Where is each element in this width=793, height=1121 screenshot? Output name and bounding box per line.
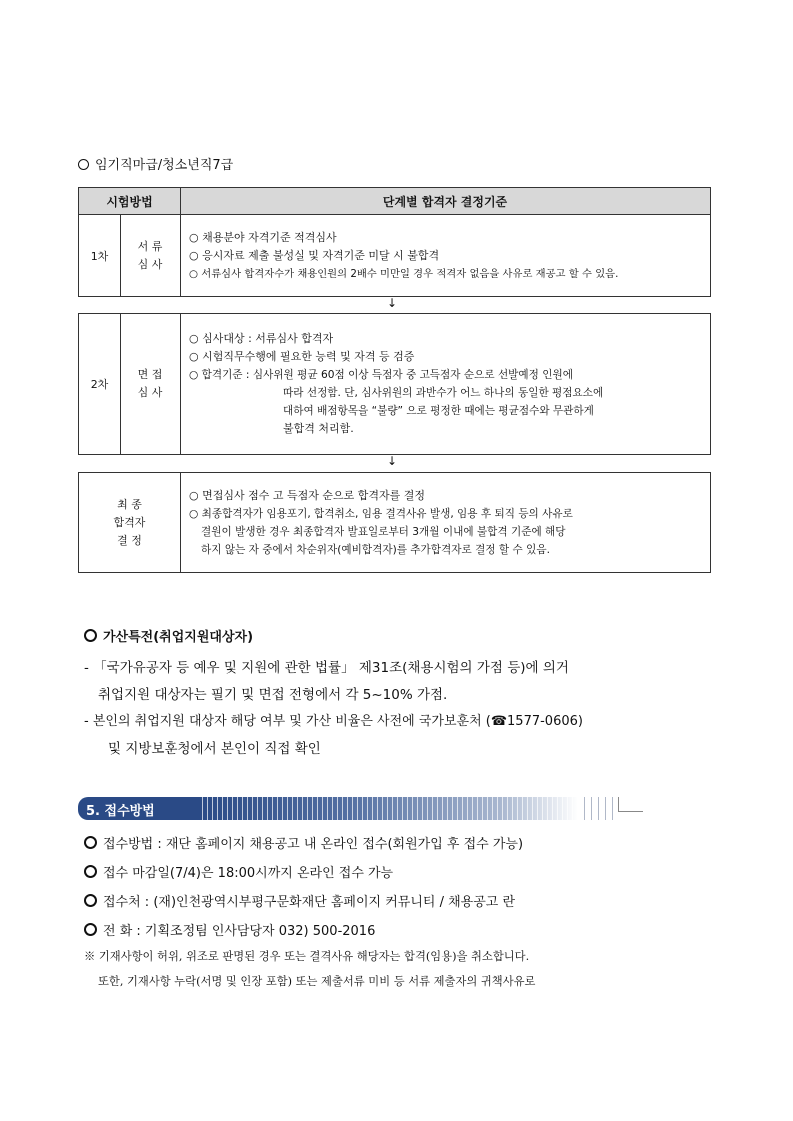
bonus-title bbox=[84, 626, 253, 645]
criteria-line: 따라 선정함. 단, 심사위원의 과반수가 어느 하나의 동일한 평점요소에 bbox=[283, 387, 604, 399]
criteria-line: 결원이 발생한 경우 최종합격자 발표일로부터 3개월 이내에 불합격 기준에 해당 bbox=[201, 525, 566, 538]
circle-bullet-icon bbox=[84, 629, 97, 642]
criteria-line: ○ 응시자료 제출 불성실 및 자격기준 미달 시 불합격 bbox=[189, 248, 440, 262]
criteria-line: ○ 최종합격자가 임용포기, 합격취소, 임용 결격사유 발생, 임용 후 퇴직 등의 사유로 bbox=[189, 507, 573, 520]
criteria-line: ○ 합격기준 : 심사위원 평균 60점 이상 득점자 중 고득점자 순으로 선발예정 인원에 bbox=[189, 369, 573, 381]
stage-name-line: 서 류 bbox=[137, 239, 163, 253]
bonus-line: - 「국가유공자 등 예우 및 지원에 관한 법률」 제31조(채용시험의 가점 등)에 의거 bbox=[84, 660, 569, 676]
stage-name bbox=[120, 314, 181, 454]
table-header bbox=[78, 187, 711, 215]
circle-bullet-icon bbox=[84, 894, 97, 907]
table-row-final bbox=[78, 472, 711, 573]
band-corner bbox=[618, 797, 643, 812]
section-heading-text: 임기직마급/청소년직7급 bbox=[95, 158, 234, 173]
stage-name bbox=[120, 215, 181, 296]
criteria-line: ○ 서류심사 합격자수가 채용인원의 2배수 미만일 경우 적격자 없음을 사유로 재공고 할 수 있음. bbox=[189, 267, 619, 280]
receipt-item bbox=[84, 833, 523, 852]
receipt-item-text: 전 화 : 기획조정팀 인사담당자 032) 500-2016 bbox=[103, 924, 376, 939]
table-row-stage2 bbox=[78, 313, 711, 455]
stage-name-line: 심 사 bbox=[137, 257, 163, 271]
circle-bullet-icon bbox=[84, 865, 97, 878]
receipt-item bbox=[84, 891, 515, 910]
section-label: 5. 접수방법 bbox=[86, 804, 155, 819]
receipt-item bbox=[84, 862, 393, 881]
section-heading bbox=[78, 154, 233, 173]
header-method: 시험방법 bbox=[79, 188, 181, 214]
criteria-line: 대하여 배점항목을 “불량” 으로 평정한 때에는 평균점수와 무관하게 bbox=[283, 405, 594, 417]
bonus-line: 취업지원 대상자는 필기 및 면접 전형에서 각 5~10% 가점. bbox=[98, 687, 448, 703]
receipt-item-text: 접수처 : (재)인천광역시부평구문화재단 홈페이지 커뮤니티 / 채용공고 란 bbox=[103, 895, 516, 910]
stage-name-line: 합격자 bbox=[113, 515, 146, 529]
stage-label: 1차 bbox=[79, 215, 121, 296]
stage-name bbox=[79, 473, 181, 572]
receipt-note-line: ※ 기재사항이 허위, 위조로 판명된 경우 또는 결격사유 해당자는 합격(임용)을 취소합니다. bbox=[84, 950, 530, 963]
stage-name-line: 심 사 bbox=[137, 386, 163, 399]
bonus-title-text: 가산특전(취업지원대상자) bbox=[103, 630, 254, 645]
criteria-line: 불합격 처리함. bbox=[283, 422, 354, 435]
down-arrow-icon: ↓ bbox=[387, 296, 398, 310]
criteria-line: ○ 심사대상 : 서류심사 합격자 bbox=[189, 332, 334, 345]
receipt-item bbox=[84, 920, 375, 939]
receipt-item-text: 접수 마감일(7/4)은 18:00시까지 온라인 접수 가능 bbox=[103, 866, 394, 881]
circle-bullet-icon bbox=[84, 836, 97, 849]
receipt-item-text: 접수방법 : 재단 홈페이지 채용공고 내 온라인 접수(회원가입 후 접수 가능) bbox=[103, 837, 524, 852]
receipt-note-line: 또한, 기재사항 누락(서명 및 인장 포함) 또는 제출서류 미비 등 서류 제출자의 귀책사유로 bbox=[98, 975, 536, 988]
section-band bbox=[78, 797, 643, 820]
bonus-line: - 본인의 취업지원 대상자 해당 여부 및 가산 비율은 사전에 국가보훈처 (☎1577-0606) bbox=[84, 714, 583, 729]
stage-label: 2차 bbox=[79, 314, 121, 454]
bonus-line: 및 지방보훈청에서 본인이 직접 확인 bbox=[108, 741, 321, 757]
stage-name-line: 면 접 bbox=[137, 368, 163, 381]
stage-criteria bbox=[189, 314, 702, 454]
header-criteria: 단계별 합격자 결정기준 bbox=[382, 194, 508, 209]
stage-name-line: 결 정 bbox=[117, 533, 142, 547]
down-arrow-icon: ↓ bbox=[387, 454, 398, 468]
table-row-stage1 bbox=[78, 214, 711, 297]
criteria-line: ○ 채용분야 자격기준 적격심사 bbox=[189, 230, 337, 244]
criteria-line: 하지 않는 자 중에서 차순위자(예비합격자)를 추가합격자로 결정 할 수 있음. bbox=[201, 543, 550, 556]
criteria-line: ○ 시험직무수행에 필요한 능력 및 자격 등 검증 bbox=[189, 350, 415, 363]
criteria-line: ○ 면접심사 점수 고 득점자 순으로 합격자를 결정 bbox=[189, 488, 425, 502]
band-gradient bbox=[198, 797, 578, 820]
stage-criteria bbox=[189, 215, 702, 296]
stage-criteria bbox=[189, 473, 702, 572]
stage-name-line: 최 종 bbox=[117, 497, 142, 511]
circle-bullet-icon bbox=[84, 923, 97, 936]
circle-bullet-icon bbox=[78, 159, 89, 170]
band-ticks bbox=[578, 797, 618, 820]
